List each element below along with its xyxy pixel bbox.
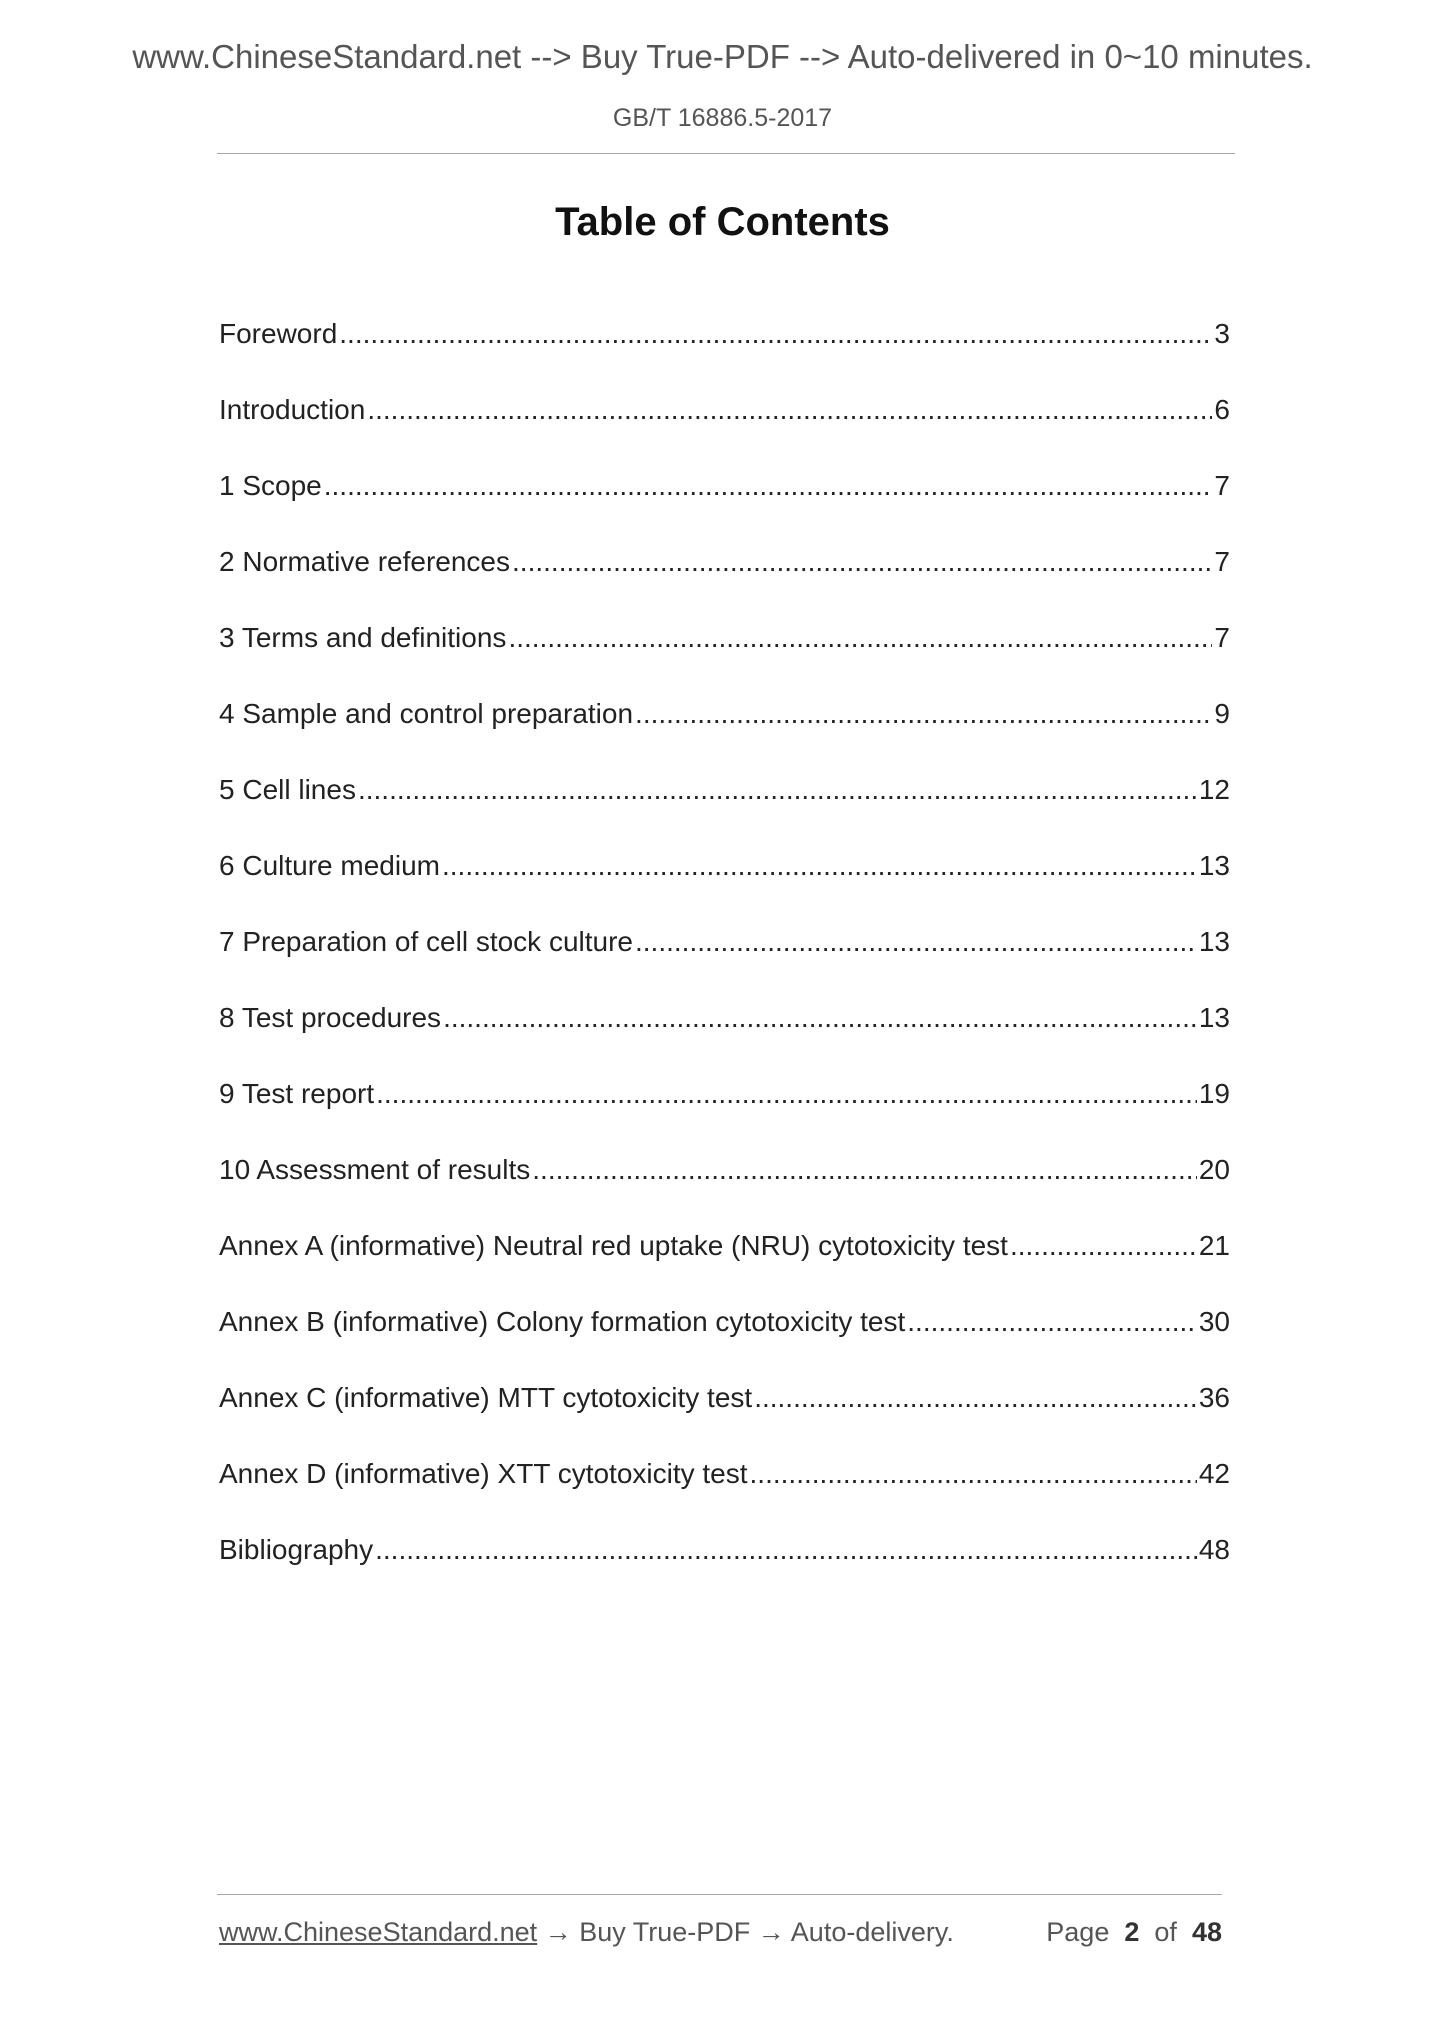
toc-entry[interactable]: [219, 546, 1230, 622]
toc-entry-page-number: 19: [1198, 1078, 1230, 1109]
toc-entry-title: Annex A (informative) Neutral red uptake (NRU) cytotoxicity test: [219, 1230, 1008, 1261]
toc-dot-leader: [907, 1306, 1197, 1338]
toc-entry-title: 8 Test procedures: [219, 1002, 442, 1033]
toc-dot-leader: [532, 1154, 1197, 1186]
toc-entry-title: 1 Scope: [219, 470, 322, 501]
toc-dot-leader: [358, 774, 1197, 806]
toc-entry[interactable]: [219, 394, 1230, 470]
toc-entry[interactable]: [219, 774, 1230, 850]
toc-entry-title: 6 Culture medium: [219, 850, 440, 881]
total-pages-number: 48: [1191, 1917, 1222, 1947]
toc-dot-leader: [635, 926, 1197, 958]
arrow-right-icon: →: [544, 1917, 572, 1947]
toc-dot-leader: [443, 1002, 1197, 1034]
toc-entry[interactable]: [219, 1154, 1230, 1230]
toc-entry-title: 3 Terms and definitions: [219, 622, 507, 653]
toc-entry-page-number: 12: [1198, 774, 1230, 805]
toc-entry-page-number: 20: [1198, 1154, 1230, 1185]
footer-divider: [217, 1894, 1222, 1895]
of-label: of: [1154, 1917, 1177, 1947]
toc-dot-leader: [754, 1382, 1197, 1414]
toc-dot-leader: [339, 318, 1212, 350]
toc-entry[interactable]: [219, 1306, 1230, 1382]
toc-entry-title: 2 Normative references: [219, 546, 511, 577]
toc-entry-page-number: 13: [1198, 1002, 1230, 1033]
toc-dot-leader: [508, 622, 1212, 654]
toc-entry-page-number: 7: [1214, 546, 1230, 577]
toc-entry[interactable]: [219, 1230, 1230, 1306]
toc-entry-title: 9 Test report: [219, 1078, 375, 1109]
toc-list: [219, 318, 1230, 1610]
footer-delivery-text: Auto-delivery.: [790, 1917, 954, 1947]
toc-entry-title: Foreword: [219, 318, 338, 349]
toc-dot-leader: [750, 1458, 1197, 1490]
toc-dot-leader: [512, 546, 1212, 578]
toc-entry[interactable]: [219, 1534, 1230, 1610]
toc-entry[interactable]: [219, 470, 1230, 546]
toc-entry[interactable]: [219, 850, 1230, 926]
toc-dot-leader: [324, 470, 1213, 502]
toc-dot-leader: [376, 1078, 1197, 1110]
toc-entry-title: Annex B (informative) Colony formation cytotoxicity test: [219, 1306, 906, 1337]
toc-entry[interactable]: [219, 926, 1230, 1002]
toc-entry[interactable]: [219, 1002, 1230, 1078]
toc-entry-page-number: 9: [1214, 698, 1230, 729]
toc-entry-page-number: 21: [1198, 1230, 1230, 1261]
toc-dot-leader: [442, 850, 1197, 882]
toc-entry[interactable]: [219, 622, 1230, 698]
toc-entry-title: 7 Preparation of cell stock culture: [219, 926, 633, 957]
toc-dot-leader: [375, 1534, 1197, 1566]
toc-entry-page-number: 3: [1214, 318, 1230, 349]
toc-entry-title: 4 Sample and control preparation: [219, 698, 634, 729]
footer-left: [219, 1917, 954, 1948]
toc-entry-page-number: 42: [1198, 1458, 1230, 1489]
toc-entry-title: Annex C (informative) MTT cytotoxicity test: [219, 1382, 753, 1413]
footer-buy-text: Buy True-PDF: [579, 1917, 751, 1947]
toc-dot-leader: [635, 698, 1212, 730]
page-label: Page: [1046, 1917, 1110, 1947]
current-page-number: 2: [1124, 1917, 1140, 1947]
toc-title: Table of Contents: [555, 200, 890, 244]
toc-entry-title: Introduction: [219, 394, 366, 425]
toc-dot-leader: [367, 394, 1212, 426]
toc-entry-page-number: 7: [1214, 622, 1230, 653]
toc-entry-page-number: 7: [1214, 470, 1230, 501]
toc-entry[interactable]: [219, 1382, 1230, 1458]
toc-entry-page-number: 30: [1198, 1306, 1230, 1337]
toc-entry[interactable]: [219, 318, 1230, 394]
toc-entry[interactable]: [219, 698, 1230, 774]
toc-entry-title: Annex D (informative) XTT cytotoxicity test: [219, 1458, 748, 1489]
toc-entry-page-number: 13: [1198, 850, 1230, 881]
toc-entry-page-number: 48: [1198, 1534, 1230, 1565]
toc-entry-page-number: 36: [1198, 1382, 1230, 1413]
document-number: GB/T 16886.5-2017: [612, 104, 833, 132]
header-divider: [217, 153, 1235, 154]
toc-entry-title: 10 Assessment of results: [219, 1154, 531, 1185]
page-indicator: [1046, 1917, 1222, 1948]
footer-site-link[interactable]: www.ChineseStandard.net: [219, 1917, 538, 1947]
toc-entry-page-number: 13: [1198, 926, 1230, 957]
toc-entry-title: Bibliography: [219, 1534, 374, 1565]
toc-dot-leader: [1010, 1230, 1197, 1262]
top-banner: www.ChineseStandard.net --> Buy True-PDF --> Auto-delivered in 0~10 minutes.: [132, 38, 1313, 75]
toc-entry[interactable]: [219, 1078, 1230, 1154]
toc-entry[interactable]: [219, 1458, 1230, 1534]
toc-entry-page-number: 6: [1214, 394, 1230, 425]
toc-entry-title: 5 Cell lines: [219, 774, 356, 805]
arrow-right-icon: →: [757, 1917, 785, 1947]
